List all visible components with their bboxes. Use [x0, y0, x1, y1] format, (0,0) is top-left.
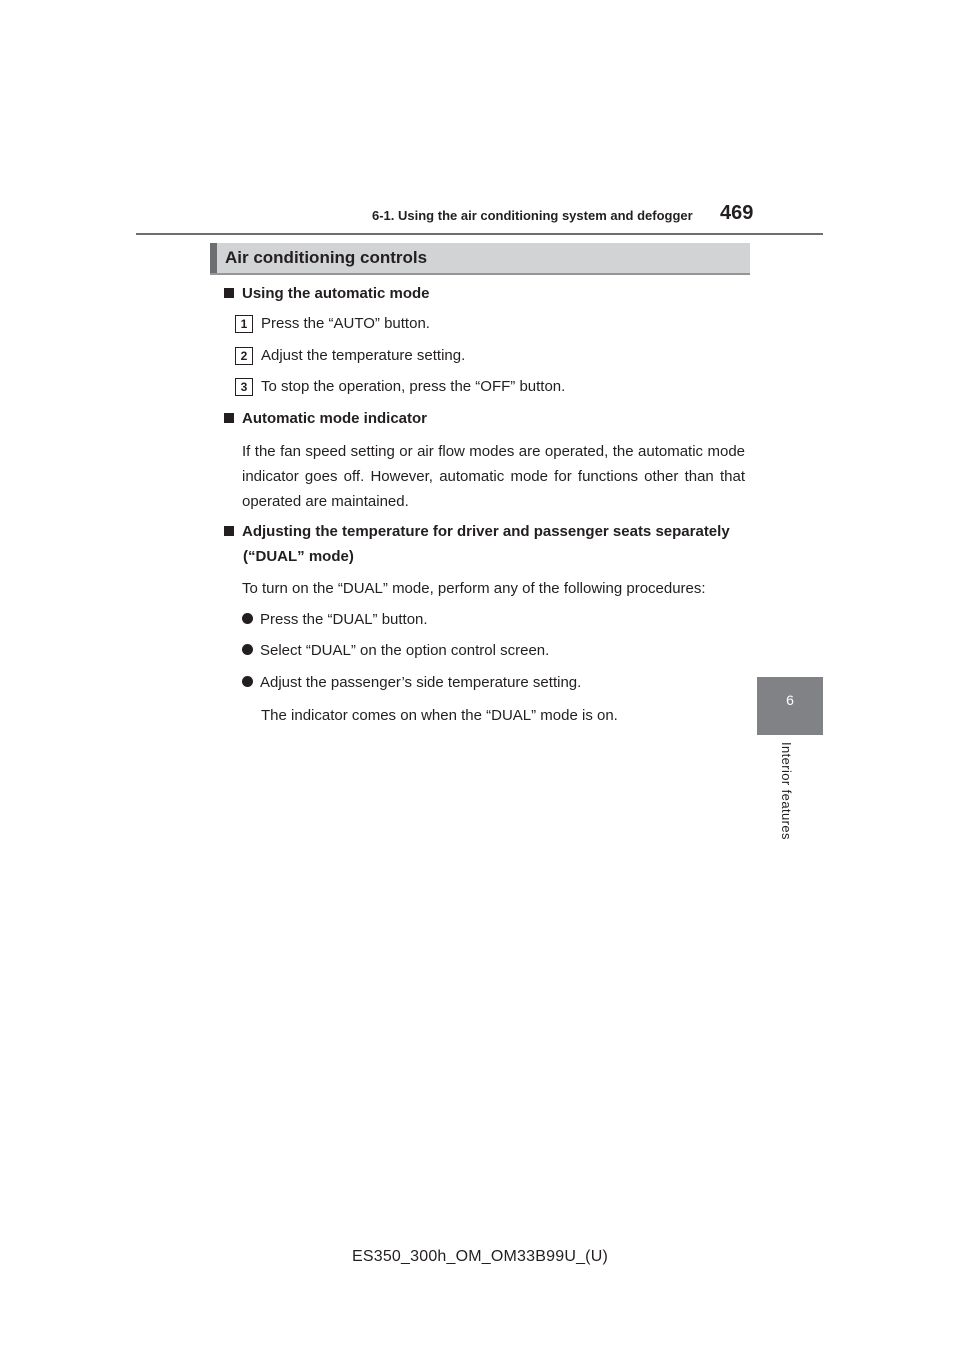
step-number-badge: 2	[235, 347, 253, 365]
subheading-indicator	[224, 410, 427, 427]
step-text: To stop the operation, press the “OFF” button.	[261, 378, 566, 395]
bullet-dot-icon	[242, 644, 253, 655]
subheading-text: Using the automatic mode	[242, 285, 430, 302]
dual-note: The indicator comes on when the “DUAL” mode is on.	[261, 707, 618, 724]
step-text: Adjust the temperature setting.	[261, 347, 466, 364]
square-bullet-icon	[224, 413, 234, 423]
subheading-text: Automatic mode indicator	[242, 410, 428, 427]
list-item: Press the “DUAL” button.	[242, 611, 428, 628]
running-header-section-title: 6-1. Using the air conditioning system and defogger	[372, 208, 693, 223]
subheading-dual-mode	[224, 523, 730, 540]
step-number-badge: 1	[235, 315, 253, 333]
bullet-dot-icon	[242, 613, 253, 624]
section-heading: Air conditioning controls	[225, 248, 428, 267]
subheading-automatic-mode	[224, 285, 430, 302]
square-bullet-icon	[224, 526, 234, 536]
subheading-dual-mode-line2: (“DUAL” mode)	[243, 548, 354, 565]
page-number: 469	[720, 202, 754, 224]
dual-intro: To turn on the “DUAL” mode, perform any of the following procedures:	[242, 580, 706, 597]
chapter-tab-number: 6	[786, 692, 794, 708]
square-bullet-icon	[224, 288, 234, 298]
list-item: Select “DUAL” on the option control screen.	[242, 642, 549, 659]
list-item: Adjust the passenger’s side temperature setting.	[242, 674, 581, 691]
step-text: Press the “AUTO” button.	[261, 315, 430, 332]
step-number-badge: 3	[235, 378, 253, 396]
bullet-dot-icon	[242, 676, 253, 687]
heading-accent	[210, 243, 217, 273]
section-heading-bar	[210, 243, 750, 275]
subheading-text: Adjusting the temperature for driver and passenger seats separately	[242, 523, 730, 540]
header-rule	[136, 233, 823, 235]
document-code: ES350_300h_OM_OM33B99U_(U)	[351, 1248, 608, 1265]
indicator-paragraph: If the fan speed setting or air flow modes are operated, the automatic mode indicator goes off. However, automatic mode for functions other than that operated are maintained.	[242, 443, 745, 510]
chapter-tab-title: Interior features	[779, 742, 794, 840]
